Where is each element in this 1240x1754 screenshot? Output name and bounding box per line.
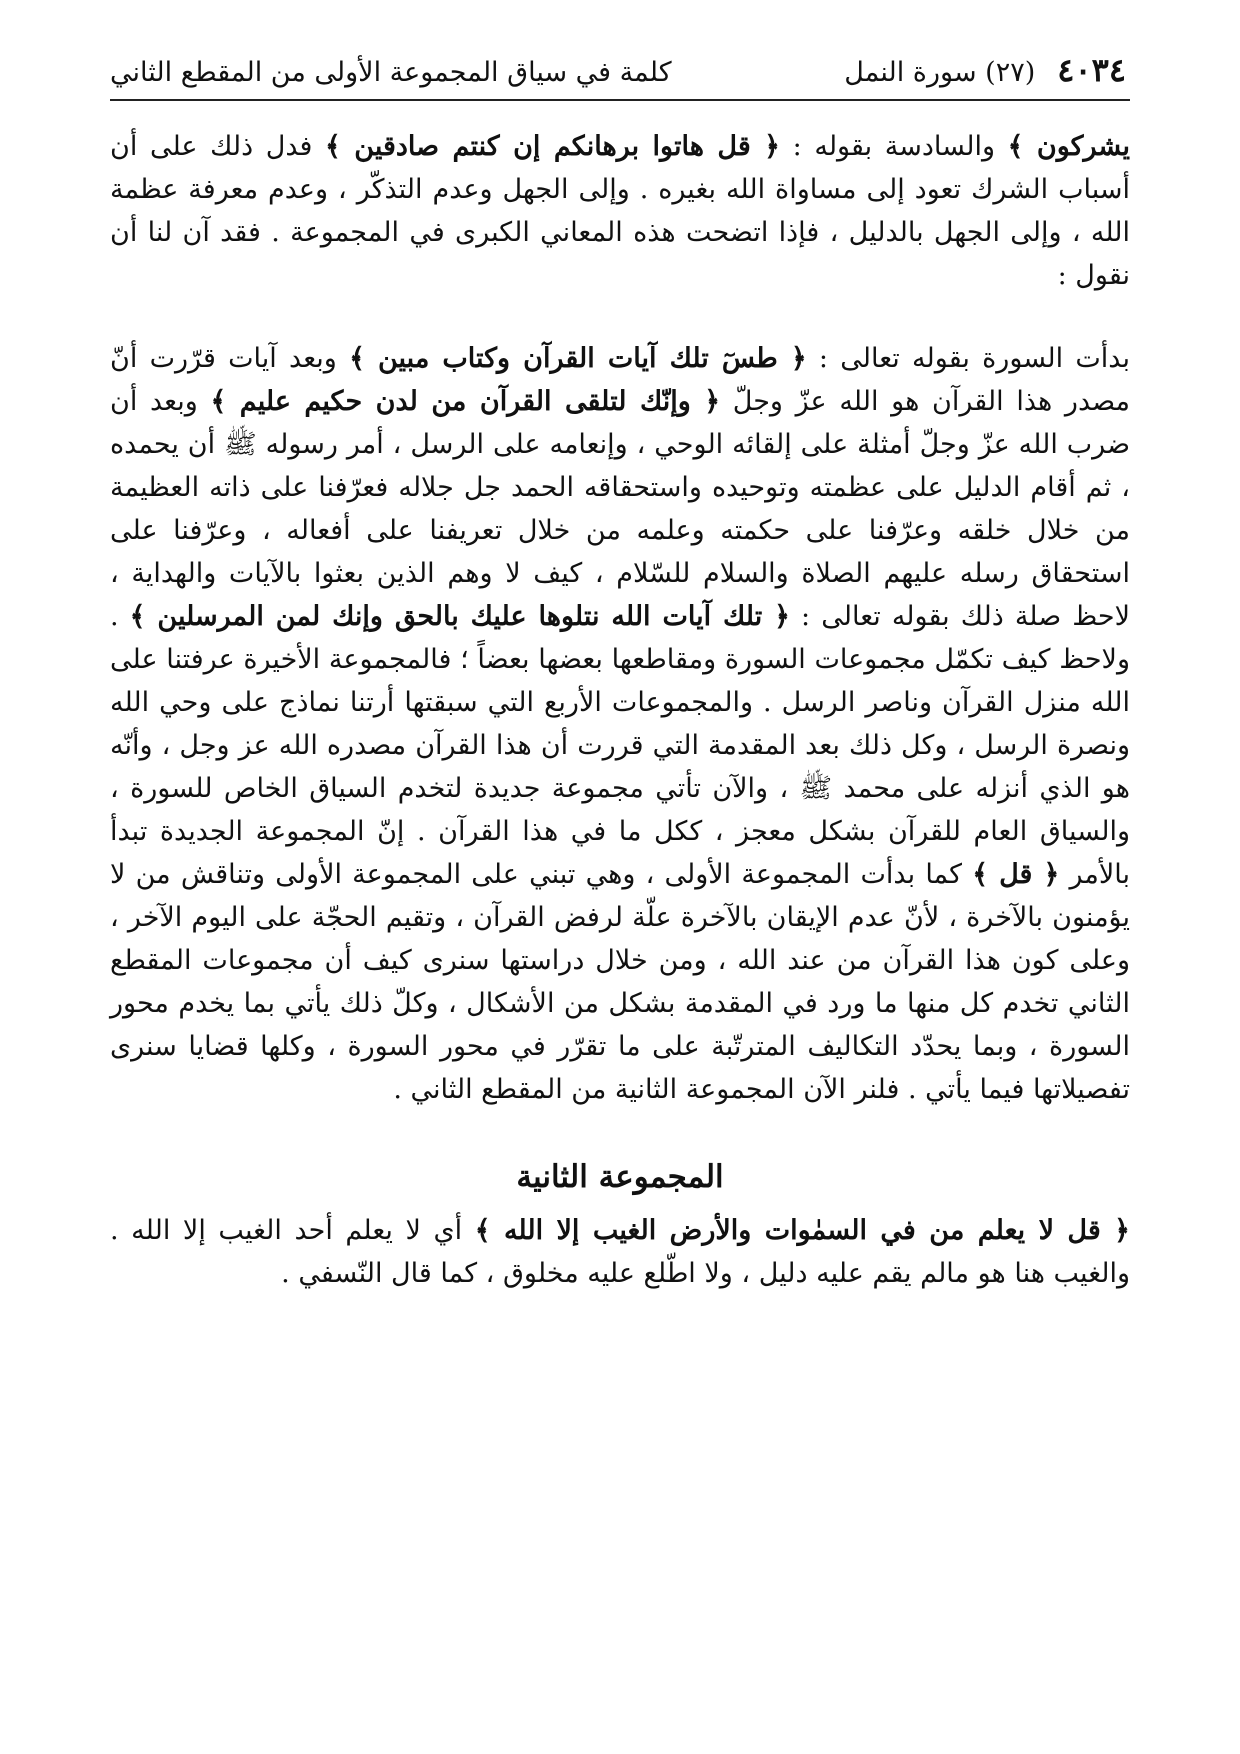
quran-verse: ﴿ قل هاتوا برهانكم إن كنتم صادقين ﴾ (325, 131, 781, 162)
quran-verse: ﴿ وإنّك لتلقى القرآن من لدن حكيم عليم ﴾ (210, 386, 721, 417)
section-gap (110, 1111, 1130, 1155)
surah-label: (٢٧) سورة النمل (844, 57, 1036, 88)
quran-verse: ﴿ طسٓ تلك آيات القرآن وكتاب مبين ﴾ (349, 343, 807, 374)
book-page (110, 50, 1130, 1295)
section-paragraph (110, 1209, 1130, 1295)
paragraph-2 (110, 337, 1130, 1111)
page-number: ٤٠٣٤ (1057, 51, 1126, 89)
section-heading: المجموعة الثانية (516, 1159, 724, 1195)
body-text: وبعد أن ضرب الله عزّ وجلّ أمثلة على إلقائه الوحي ، وإنعامه على الرسل ، أمر رسوله ﷺ أن يحمده ، ثم أقام الدليل على عظمته وتوحيده واستحقاقه الحمد جل جلاله فعرّفنا على ذاته العظيمة من خلال خلقه وعرّفنا على حكمته وعلمه من خلال تعريفنا على أفعاله ، وعرّفنا على استحقاق رسله عليهم الصلاة والسلام للسّلام ، كيف لا وهم الذين بعثوا بالآيات والهداية ، لاحظ صلة ذلك بقوله تعالى : (110, 386, 1130, 632)
quran-verse: ﴿ قل ﴾ (972, 859, 1060, 890)
quran-verse: يشركون ﴾ (1007, 131, 1130, 162)
body-text: فدل ذلك على أن أسباب الشرك تعود إلى مساواة الله بغيره . وإلى الجهل وعدم التذكّر ، وعدم معرفة عظمة الله ، وإلى الجهل بالدليل ، فإذا اتضحت هذه المعاني الكبرى في المجموعة . فقد آن لنا أن نقول : (110, 131, 1130, 291)
body-text: بدأت السورة بقوله تعالى : (806, 343, 1130, 374)
running-header (110, 50, 1130, 99)
body-text: كما بدأت المجموعة الأولى ، وهي تبني على المجموعة الأولى وتناقش من لا يؤمنون بالآخرة ، لأنّ عدم الإيقان بالآخرة علّة لرفض القرآن ، وتقيم الحجّة على اليوم الآخر ، وعلى كون هذا القرآن من عند الله ، ومن خلال دراستها سنرى كيف أن مجموعات المقطع الثاني تخدم كل منها ما ورد في المقدمة بشكل من الأشكال ، وكلّ ذلك يأتي بما يخدم محور السورة ، وبما يحدّد التكاليف المترتّبة على ما تقرّر في محور السورة ، وكلها قضايا سنرى تفصيلاتها فيما يأتي . فلنر الآن المجموعة الثانية من المقطع الثاني . (110, 859, 1130, 1105)
body-text: والسادسة بقوله : (780, 131, 1008, 162)
quran-verse: ﴿ قل لا يعلم من في السمٰوات والأرض الغيب إلا الله ﴾ (474, 1215, 1130, 1246)
running-title: كلمة في سياق المجموعة الأولى من المقطع الثاني (110, 57, 672, 88)
quran-verse: ﴿ تلك آيات الله نتلوها عليك بالحق وإنك لمن المرسلين ﴾ (129, 601, 790, 632)
header-right (844, 50, 1126, 93)
body-text: . ولاحظ كيف تكمّل مجموعات السورة ومقاطعها بعضها بعضاً ؛ فالمجموعة الأخيرة عرفتنا على الله منزل القرآن وناصر الرسل . والمجموعات الأربع التي سبقتها أرتنا نماذج على وحي الله ونصرة الرسل ، وكل ذلك بعد المقدمة التي قررت أن هذا القرآن مصدره الله عز وجل ، وأنّه هو الذي أنزله على محمد ﷺ ، والآن تأتي مجموعة جديدة لتخدم السياق الخاص للسورة ، والسياق العام للقرآن بشكل معجز ، ككل ما في هذا القرآن . إنّ المجموعة الجديدة تبدأ بالأمر (110, 601, 1131, 890)
body-text: وبعد آيات قرّرت أنّ مصدر هذا القرآن هو الله عزّ وجلّ (110, 343, 1130, 417)
paragraph-1 (110, 125, 1130, 297)
header-divider (110, 99, 1130, 101)
paragraph-gap (110, 297, 1130, 337)
body-text: أي لا يعلم أحد الغيب إلا الله . والغيب هنا هو مالم يقم عليه دليل ، ولا اطّلع عليه مخلوق ، كما قال النّسفي . (110, 1215, 1130, 1289)
